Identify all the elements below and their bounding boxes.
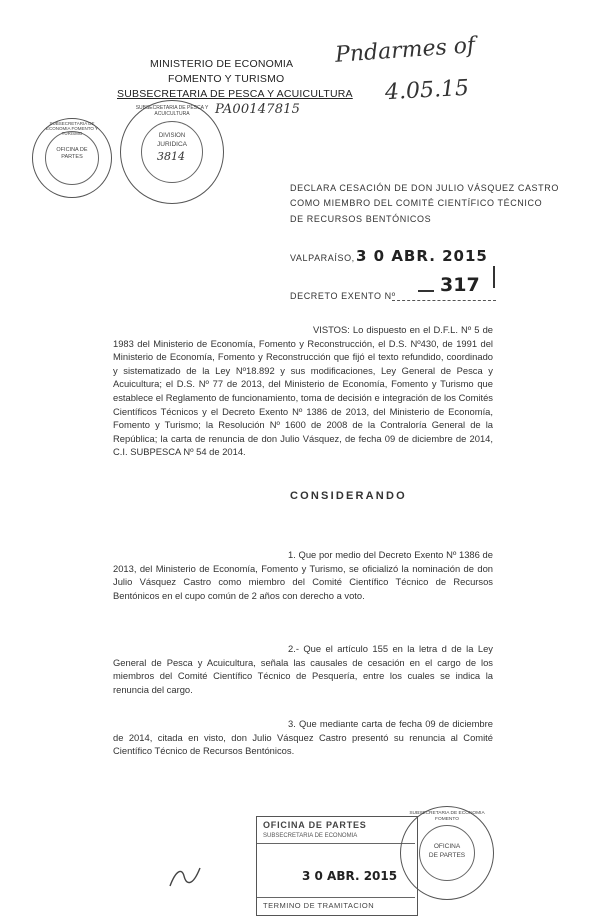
left-seal-ring-text: SUBSECRETARIA DE ECONOMIA FOMENTO Y TURISMO: [45, 121, 99, 136]
vistos-paragraph: VISTOS: Lo dispuesto en el D.F.L. Nº 5 de 1983 del Ministerio de Economía, Fomento y Reconstrucción, el D.S. Nº430, de 1991 del Ministerio de Economía, Fomento y Reconstrucción que fijó el texto refundido, coordinado y sistematizado de la Ley Nº18.892 y sus modificaciones, Ley General de Pesca y Acuicultura; el D.S. Nº 77 de 2013, del Ministerio de Economía, Fomento y Turismo que establece el Reglamento de funcionamiento, toma de decisión e integración de los Comités Científicos Técnicos y el Decreto Exento Nº 1386 de 2013, del Ministerio de Economía, Fomento y Turismo; la Resolución Nº 1600 de 2008 de la Contraloría General de la República; la carta de renuncia de don Julio Vásquez, de fecha 09 de diciembre de 2014, C.I. SUBPESCA Nº 54 de 2014.: [113, 324, 493, 458]
left-seal: [32, 118, 112, 198]
bottom-seal: [400, 806, 494, 900]
decree-vertical-mark: [493, 266, 495, 288]
title-line-2: COMO MIEMBRO DEL COMITÉ CIENTÍFICO TÉCNICO: [290, 198, 543, 208]
decree-number-line: [392, 300, 496, 301]
ministry-line-2: FOMENTO Y TURISMO: [168, 73, 285, 85]
considerando-heading: CONSIDERANDO: [290, 490, 407, 502]
division-label: DIVISION: [158, 133, 186, 139]
considerando-2: 2.- Que el artículo 155 en la letra d de la Ley General de Pesca y Acuicultura, señala las causales de cesación en el cargo de los miembros del Comité Científico Técnico de Pesquería, entre los cuales se indica la renuncia del cargo.: [113, 643, 493, 695]
considerando-3: 3. Que mediante carta de fecha 09 de diciembre de 2014, citada en visto, don Julio Vásquez Castro presentó su renuncia al Comité Científico Técnico de Recursos Bentónicos.: [113, 718, 493, 757]
place: VALPARAÍSO,: [290, 253, 355, 263]
bottom-seal-ring-text: SUBSECRETARIA DE ECONOMIA FOMENTO: [409, 811, 485, 822]
middle-seal: [120, 100, 224, 204]
signature-initial: [166, 862, 206, 892]
left-seal-center: OFICINA DE PARTES: [56, 147, 88, 160]
title-line-1: DECLARA CESACIÓN DE DON JULIO VÁSQUEZ CASTRO: [290, 183, 559, 193]
decree-dash-mark: [418, 290, 434, 292]
office-stamp-date: 3 0 ABR. 2015: [302, 869, 398, 883]
middle-seal-ring-text: SUBSECRETARIA DE PESCA Y ACUICULTURA: [135, 105, 209, 117]
office-stamp-divider: [257, 843, 415, 844]
handwritten-date: 4.05.15: [384, 75, 470, 106]
decree-label: DECRETO EXENTO Nº: [290, 291, 396, 301]
office-stamp: [256, 816, 418, 916]
considerando-1: 1. Que por medio del Decreto Exento Nº 1386 de 2013, del Ministerio de Economía, Fomento y Turismo, se oficializó la nominación de don Julio Vásquez Castro como miembro del Comité Científico Técnico de Recursos Bentónicos en el cupo común de 2 años con derecho a voto.: [113, 549, 493, 601]
decree-number: 317: [440, 274, 480, 296]
office-stamp-title: OFICINA DE PARTES: [263, 820, 367, 830]
bottom-seal-center-2: DE PARTES: [428, 852, 466, 859]
office-stamp-footer: TERMINO DE TRAMITACION: [263, 901, 375, 910]
division-number: 3814: [157, 150, 185, 163]
title-line-3: DE RECURSOS BENTÓNICOS: [290, 214, 432, 224]
ministry-line-3: SUBSECRETARIA DE PESCA Y ACUICULTURA: [117, 88, 353, 100]
decree-date: 3 0 ABR. 2015: [356, 247, 488, 265]
office-stamp-subtitle: SUBSECRETARIA DE ECONOMIA: [263, 833, 358, 839]
bottom-seal-center-1: OFICINA: [433, 843, 461, 850]
office-stamp-divider-2: [257, 897, 415, 898]
ministry-line-1: MINISTERIO DE ECONOMIA: [150, 58, 294, 70]
division-value: JURIDICA: [157, 141, 187, 148]
document-code: PA00147815: [215, 102, 301, 117]
handwritten-note: Pndarmes of: [334, 33, 476, 68]
